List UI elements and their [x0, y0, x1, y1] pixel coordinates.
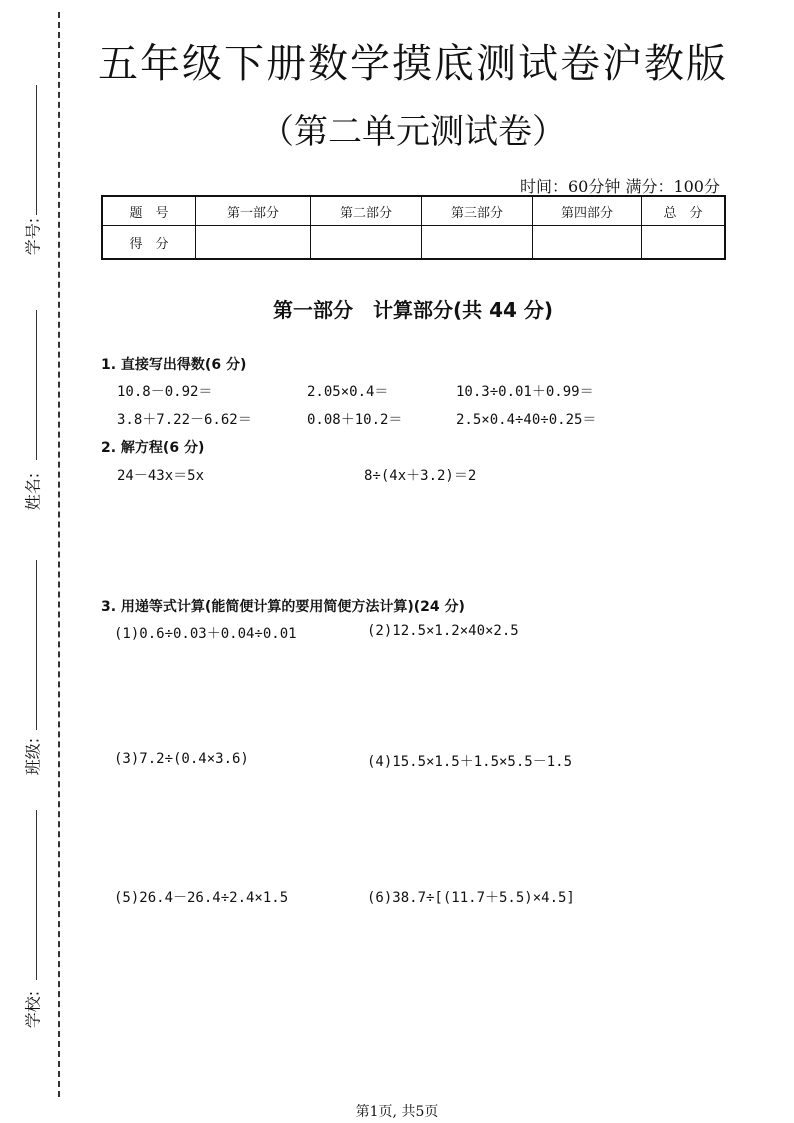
score-table-header-cell: 第二部分 [311, 196, 422, 226]
page-subtitle: （第二单元测试卷） [260, 112, 566, 152]
school-line [36, 810, 37, 980]
question-1-title: 1. 直接写出得数(6 分) [101, 357, 247, 373]
name-line [36, 310, 37, 460]
class-label: 班级: [23, 737, 43, 776]
score-cell-part4[interactable] [533, 226, 642, 260]
binding-dashed-line [58, 12, 60, 1097]
name-label: 姓名: [23, 472, 43, 511]
q1-item: 10.8－0.92＝ [117, 384, 213, 400]
score-row-label: 得 分 [102, 226, 196, 260]
student-id-label: 学号: [23, 217, 43, 256]
score-table-header-cell: 第三部分 [422, 196, 533, 226]
section-heading: 第一部分 计算部分(共 44 分) [272, 298, 554, 322]
page-footer: 第1页, 共5页 [355, 1104, 439, 1120]
q3-item: (4)15.5×1.5＋1.5×5.5－1.5 [367, 754, 573, 770]
q3-item: (2)12.5×1.2×40×2.5 [367, 623, 519, 639]
q1-item: 0.08＋10.2＝ [307, 412, 403, 428]
page-title: 五年级下册数学摸底测试卷沪教版 [98, 41, 728, 87]
student-id-line [36, 85, 37, 215]
score-table [101, 195, 726, 260]
question-3-title: 3. 用递等式计算(能简便计算的要用简便方法计算)(24 分) [101, 599, 465, 615]
score-cell-part1[interactable] [196, 226, 311, 260]
score-cell-part3[interactable] [422, 226, 533, 260]
exam-meta: 时间：60分钟 满分：100分 [520, 177, 720, 196]
q3-item: (1)0.6÷0.03＋0.04÷0.01 [114, 626, 297, 642]
q1-item: 10.3÷0.01＋0.99＝ [456, 384, 594, 400]
q1-item: 2.5×0.4÷40÷0.25＝ [456, 412, 597, 428]
score-table-score-row [102, 226, 725, 260]
score-table-header-cell: 题 号 [102, 196, 196, 226]
score-table-header-cell: 总 分 [642, 196, 726, 226]
school-label: 学校: [23, 990, 43, 1029]
class-line [36, 560, 37, 730]
question-2-title: 2. 解方程(6 分) [101, 440, 205, 456]
q1-item: 2.05×0.4＝ [307, 384, 389, 400]
q3-item: (5)26.4－26.4÷2.4×1.5 [114, 890, 289, 906]
q2-item: 8÷(4x＋3.2)＝2 [364, 468, 477, 484]
q2-item: 24－43x＝5x [117, 468, 205, 484]
q3-item: (3)7.2÷(0.4×3.6) [114, 751, 249, 767]
score-table-header-row [102, 196, 725, 226]
score-table-header-cell: 第一部分 [196, 196, 311, 226]
score-cell-part2[interactable] [311, 226, 422, 260]
score-table-header-cell: 第四部分 [533, 196, 642, 226]
q1-item: 3.8＋7.22－6.62＝ [117, 412, 252, 428]
q3-item: (6)38.7÷[(11.7＋5.5)×4.5] [367, 890, 575, 906]
score-cell-total[interactable] [642, 226, 726, 260]
